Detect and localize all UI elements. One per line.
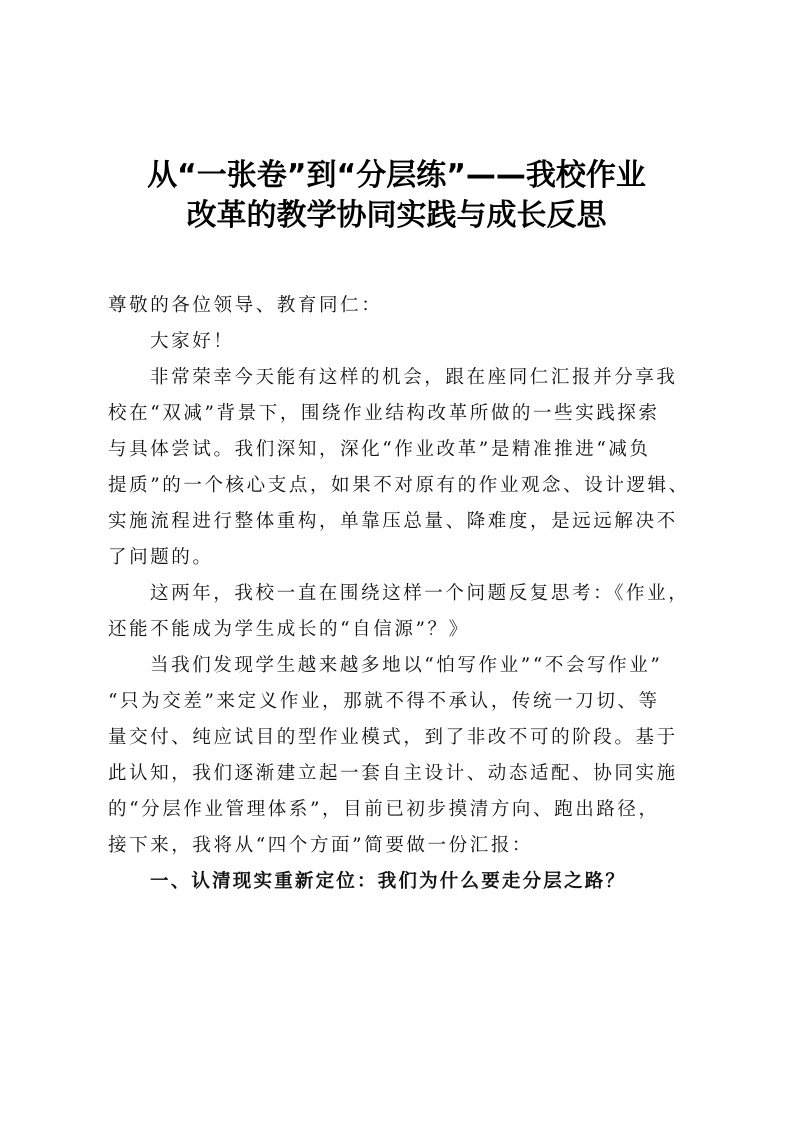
paragraph-line: 此认知，我们逐渐建立起一套自主设计、动态适配、协同实施 bbox=[108, 763, 678, 784]
paragraph-3 bbox=[108, 648, 688, 864]
paragraph-1 bbox=[108, 360, 688, 576]
title-line-2: 改革的教学协同实践与成长反思 bbox=[186, 198, 607, 233]
document-body bbox=[108, 288, 688, 900]
greeting-text: 大家好！ bbox=[150, 331, 235, 352]
paragraph-line: 与具体尝试。我们深知，深化“作业改革”是精准推进“减负 bbox=[108, 439, 651, 460]
paragraph-line: 这两年，我校一直在围绕这样一个问题反复思考：《作业， bbox=[150, 583, 690, 604]
paragraph-line: 实施流程进行整体重构，单靠压总量、降难度，是远远解决不 bbox=[108, 511, 678, 532]
document-title bbox=[100, 156, 693, 236]
paragraph-line: 提质”的一个核心支点，如果不对原有的作业观念、设计逻辑、 bbox=[108, 475, 690, 496]
salutation bbox=[108, 288, 688, 324]
paragraph-line: 的“分层作业管理体系”，目前已初步摸清方向、跑出路径， bbox=[108, 799, 660, 820]
title-line-1: 从“一张卷”到“分层练”——我校作业 bbox=[147, 158, 646, 193]
section-heading-text: 一、认清现实重新定位：我们为什么要走分层之路？ bbox=[150, 871, 627, 892]
paragraph-line: 还能不能成为学生成长的“自信源”？》 bbox=[108, 619, 470, 640]
paragraph-line: “只为交差”来定义作业，那就不得不承认，传统一刀切、等 bbox=[108, 691, 660, 712]
paragraph-line: 当我们发现学生越来越多地以“怕写作业”“不会写作业” bbox=[150, 655, 663, 676]
paragraph-line: 接下来，我将从“四个方面”简要做一份汇报： bbox=[108, 835, 534, 856]
paragraph-line: 校在“双减”背景下，围绕作业结构改革所做的一些实践探索 bbox=[108, 403, 660, 424]
paragraph-2 bbox=[108, 576, 688, 648]
paragraph-line: 量交付、纯应试目的型作业模式，到了非改不可的阶段。基于 bbox=[108, 727, 678, 748]
salutation-text: 尊敬的各位领导、教育同仁： bbox=[108, 295, 383, 316]
paragraph-line: 非常荣幸今天能有这样的机会，跟在座同仁汇报并分享我 bbox=[150, 367, 678, 388]
section-heading-1 bbox=[108, 864, 688, 900]
paragraph-line: 了问题的。 bbox=[108, 547, 214, 568]
greeting bbox=[108, 324, 688, 360]
